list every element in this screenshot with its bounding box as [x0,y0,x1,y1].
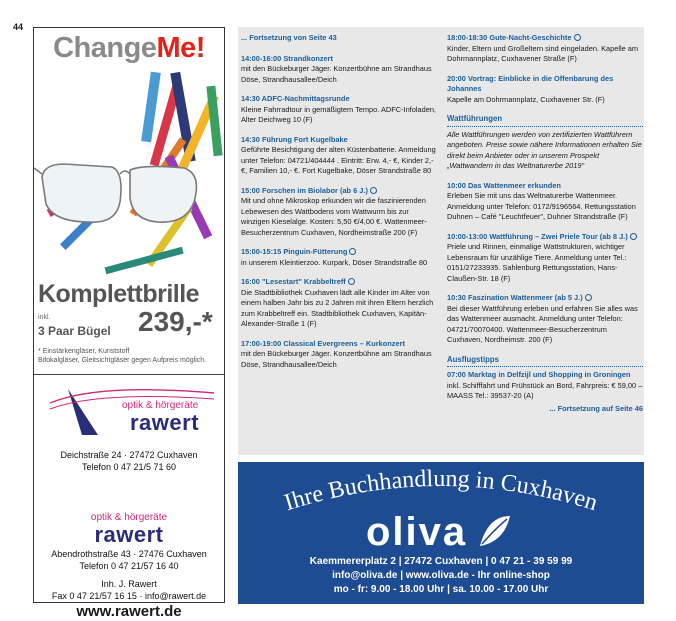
product-subtitle: 3 Paar Bügel [38,324,111,338]
event-item [241,94,437,126]
product-inkl: inkl. [38,314,51,321]
rawert-logo-wordmark: rawert [94,522,164,547]
event-item [447,74,643,106]
rawert-logo-wordmark: rawert [130,410,200,435]
store-website: www.rawert.de [76,603,182,620]
product-title: Komplettbrille [38,280,200,308]
oliva-logo: oliva [366,510,468,554]
event-item [241,247,437,268]
event-title: 10:00-13:00 Wattführung – Zwei Priele Tour (ab 8 J.) [447,231,628,241]
smiley-icon [348,278,355,285]
event-body: mit den Bückeburger Jäger. Konzertbühne am Strandhaus Döse, Strandhausallee/Deich [241,349,432,369]
event-title: 14:00-16:00 Strandkonzert [241,53,334,63]
event-title: 10:30 Faszination Wattenmeer (ab 5 J.) [447,293,583,302]
event-body: Kinder, Eltern und Großeltern sind eingeladen. Kapelle am Dohrmannplatz, Cuxhavener Straße (F) [447,43,639,63]
event-title: 10:00 Das Wattenmeer erkunden [447,180,561,190]
oliva-bookshop-ad [238,462,644,604]
event-item [447,293,643,346]
svg-text:Ihre Buchhandlung in Cuxhaven: Ihre Buchhandlung in Cuxhaven [281,465,601,517]
smiley-icon [349,248,356,255]
smiley-icon [370,187,377,194]
event-item [241,54,437,86]
event-item [241,186,437,239]
store-phone-1: Telefon 0 47 21/5 71 60 [81,462,177,472]
event-body: Kleine Fahrradtour in gemäßigtem Tempo. ADFC-Infoladen, Alter Deichweg 10 (F) [241,104,436,124]
event-item [241,277,437,330]
section-intro: Alle Wattführungen werden von zertifizierten Wattführern angeboten. Preise sowie nähere Informationen erhalten Sie direkt beim Anbieter oder in unserem Prospekt „Wattwandern in das Weltnaturerbe 2019" [447,129,642,170]
event-body: Mit und ohne Mikroskop erkunden wir die faszinierenden Lebewesen des Wattbodens vom Wattwurm bis zur winzigen Kieselalge. Kosten: 5,50 €/4,00 €. Wattenmeer-Besucherzentrum Cuxhaven, Nordheimstraße 200 (F) [241,196,427,237]
olive-leaf-icon [474,512,514,552]
event-item [447,33,643,65]
rawert-logo-tagline: optik & hörgeräte [90,512,168,523]
product-note: Bifokalgläser, Gleitsichtgläser gegen Aufpreis möglich. [38,357,207,364]
event-title: 07:00 Marktag in Delfzijl und Shopping in Groningen [447,370,631,379]
store-phone-2: Telefon 0 47 21/57 16 40 [79,561,179,571]
listing-column-2 [447,33,643,414]
store-fax-email: Fax 0 47 21/57 16 15 · info@rawert.de [51,591,207,601]
continuation-note: ... Fortsetzung auf Seite 46 [549,403,643,413]
event-item [241,135,437,177]
event-body: Bei dieser Wattführung erleben und erfahren Sie alles was das Wattenmeer ausmacht. Anmeldung unter Telefon: 04721/70070400. Wattenmeer-Besucherzentrum Cuxhaven, Nordheimstr. 200 (F) [447,303,638,344]
divider [34,374,224,375]
smiley-icon [574,34,581,41]
smiley-icon [585,294,592,301]
event-body: Die Stadtbibliothek Cuxhaven lädt alle Kinder im Alter von einem halben Jahr bis zu 2 Jahren mit ihren Eltern herzlich zum Krabbeltreff ein. Stadtbibliothek Cuxhaven, Kapitän-Alexander-Straße 1 (F) [241,287,434,328]
listing-column-1 [241,33,437,379]
product-price: 239,-* [138,306,213,337]
event-item [447,370,643,402]
event-body: in unserem Kleintierzoo. Kurpark, Döser Strandstraße 80 [241,257,428,267]
optik-rawert-ad [33,27,225,620]
oliva-address: Kaemmererplatz 2 | 27472 Cuxhaven | 0 47 21 - 39 59 99 [309,556,573,567]
event-title: 16:00 "Lesestart" Krabbeltreff [241,277,346,286]
section-heading-ausflugstipps: Ausflugstipps [447,355,643,368]
store-owner: Inh. J. Rawert [101,579,157,589]
event-item [447,181,643,223]
event-title: 14:30 ADFC-Nachmittagsrunde [241,94,350,103]
section-heading-wattfuehrungen: Wattführungen [447,114,643,127]
event-title: 17:00-19:00 Classical Evergreens – Kurkonzert [241,338,405,348]
event-item [241,339,437,371]
event-body: mit den Bückeburger Jäger. Konzertbühne am Strandhaus Döse, Strandhausallee/Deich [241,64,432,84]
event-body: inkl. Schifffahrt und Frühstück an Bord, Fahrpreis: € 59,00 – MAASS Tel.: 39537-20 (A) [447,380,643,400]
smiley-icon [630,233,637,240]
oliva-hours: mo - fr: 9.00 - 18.00 Uhr | sa. 10.00 - 17.00 Uhr [333,584,549,595]
rawert-logo-tagline: optik & hörgeräte [122,400,199,411]
oliva-contact: info@oliva.de | www.oliva.de - Ihr online-shop [332,570,550,581]
event-body: Geführte Besichtigung der alten Küstenbatterie. Anmeldung unter Telefon: 04721/404444 . Eintritt: Erw. 4,- €, Kinder 2,- €, Familien 10,- €. Fort Kugelbake, Döser Strandstraße 80 [241,145,436,175]
event-title: 18:00-18:30 Gute-Nacht-Geschichte [447,33,572,42]
event-listings [238,27,644,455]
continuation-note: ... Fortsetzung von Seite 43 [241,33,337,42]
product-note: * Einstärkengläser, Kunststoff [38,348,130,355]
event-title: 15:00-15:15 Pinguin-Fütterung [241,247,348,256]
page-number: 44 [13,22,24,32]
event-title: 15:00 Forschen im Biolabor (ab 6 J.) [241,185,368,195]
event-body: Priele und Rinnen, einmalige Wattstrukturen, wichtiger Lebensraum für unzählige Tiere. Anmeldung unter Tel.: 0151/27233935. Sahlenburg Rettungsstation, Hans-Claußen-Str. 18 (F) [447,242,627,283]
event-body: Erleben Sie mit uns das Weltnaturerbe Wattenmeer. Anmeldung unter Telefon: 0172/9196564. Rettungsstation Duhnen – Café "Leuchtfeuer", Duhner Strandstraße (F) [447,191,636,221]
event-body: Kapelle am Dohrmannplatz, Cuxhavener Str. (F) [447,94,605,104]
event-item [447,232,643,285]
eyeglasses-image [34,72,224,282]
event-title: 20:00 Vortrag: Einblicke in die Offenbarung des Johannes [447,73,614,93]
event-title: 14:30 Führung Fort Kugelbake [241,134,348,144]
store-address-2: Abendrothstraße 43 · 27476 Cuxhaven [51,549,207,559]
changeme-brand: ChangeMe! [53,32,205,64]
store-address-1: Deichstraße 24 · 27472 Cuxhaven [60,450,198,460]
